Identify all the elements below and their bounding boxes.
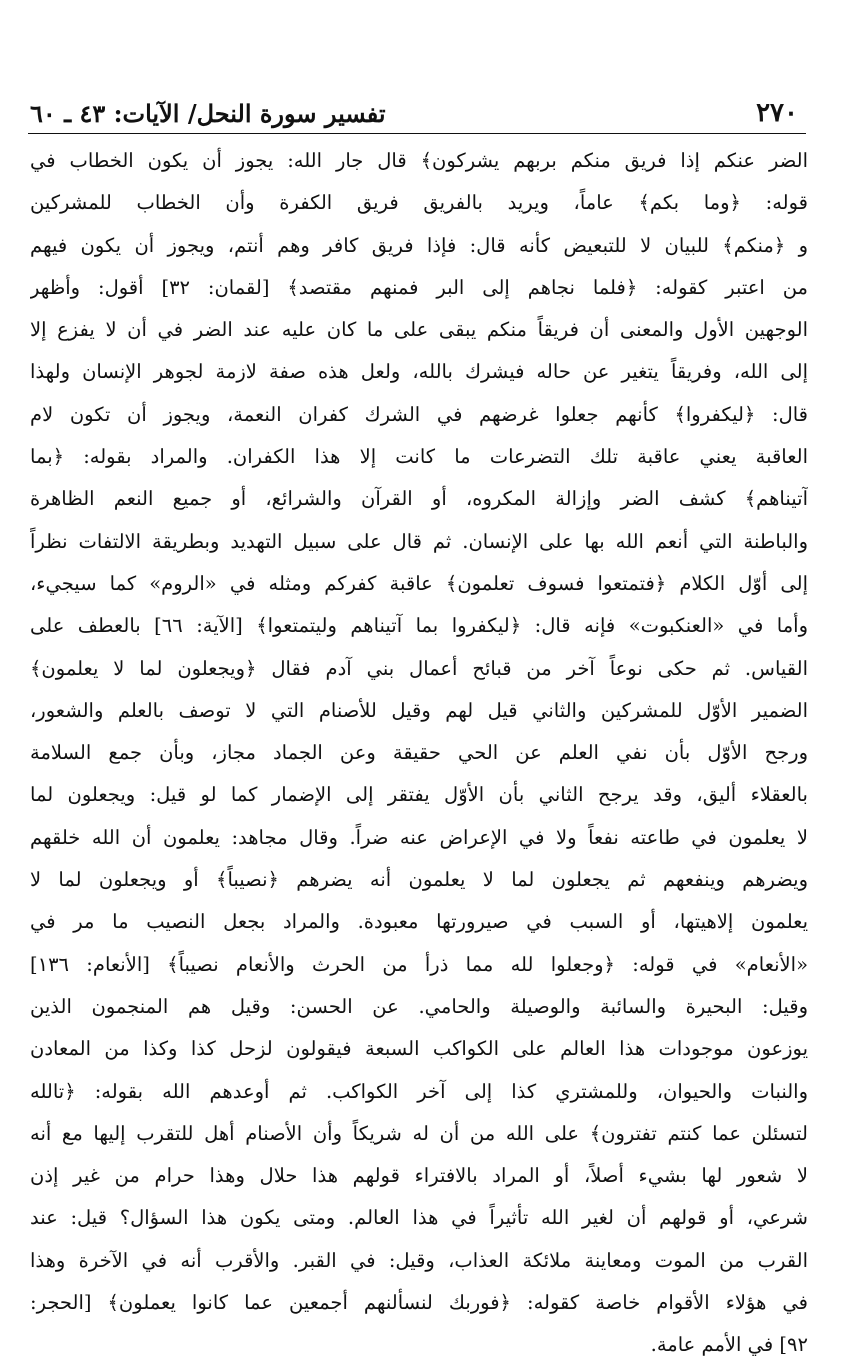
- text-line: قوله: ﴿وما بكم﴾ عاماً، ويريد بالفريق فريق الكفرة وأن الخطاب للمشركين: [30, 191, 808, 215]
- text-line: والنبات والحيوان، وللمشتري كذا إلى آخر الكواكب. ثم أوعدهم الله بقوله: ﴿تالله: [30, 1079, 808, 1103]
- text-line: آتيناهم﴾ كشف الضر وإزالة المكروه، أو القرآن والشرائع، أو جميع النعم الظاهرة: [30, 487, 808, 511]
- text-line: لتسئلن عما كنتم تفترون﴾ على الله من أن له شريكاً وأن الأصنام أهل للتقرب إليها مع أنه: [30, 1121, 808, 1145]
- text-line: وقيل: البحيرة والسائبة والوصيلة والحامي. عن الحسن: وقيل هم المنجمون الذين: [30, 994, 808, 1018]
- text-line: ويضرهم وينفعهم ثم يجعلون لما لا يعلمون أنه يضرهم ﴿نصيباً﴾ أو ويجعلون لما لا: [30, 868, 808, 892]
- text-line: «الأنعام» في قوله: ﴿وجعلوا لله مما ذرأ من الحرث والأنعام نصيباً﴾ [الأنعام: ١٣٦]: [30, 952, 808, 976]
- text-line: و ﴿منكم﴾ للبيان لا للتبعيض كأنه قال: فإذا فريق كافر وهم أنتم، ويجوز أن يكون فيهم: [30, 233, 808, 257]
- body-text: [30, 140, 808, 1367]
- text-line: من اعتبر كقوله: ﴿فلما نجاهم إلى البر فمنهم مقتصد﴾ [لقمان: ٣٢] أقول: وأظهر: [30, 275, 808, 299]
- text-line: والباطنة التي أنعم الله بها على الإنسان. ثم قال على سبيل التهديد وبطريقة الالتفات نظراً: [30, 529, 808, 553]
- running-title: تفسير سورة النحل/ الآيات: ٤٣ ـ ٦٠: [30, 99, 386, 128]
- text-line: الوجهين الأول والمعنى أن فريقاً منكم يبقى على ما كان عليه عند الضر في أن لا يفزع إلا: [30, 318, 808, 342]
- text-line: إلى الله، وفريقاً يتغير عن حاله فيشرك بالله، ولعل هذه صفة لازمة لجوهر الإنسان ولهذا: [30, 360, 808, 384]
- page-header: [30, 92, 798, 128]
- text-line: شرعي، أو قولهم أن لغير الله تأثيراً في هذا العالم. ومتى يكون هذا السؤال؟ قيل: عند: [30, 1206, 808, 1230]
- text-line: الضر عنكم إذا فريق منكم بربهم يشركون﴾ قال جار الله: يجوز أن يكون الخطاب في: [30, 149, 808, 172]
- text-line: في هؤلاء الأقوام خاصة كقوله: ﴿فوربك لنسألنهم أجمعين عما كانوا يعملون﴾ [الحجر:: [30, 1291, 808, 1315]
- text-line: ٩٢] في الأمم عامة.: [650, 1333, 808, 1357]
- text-line: لا يعلمون في طاعته نفعاً ولا في الإعراض عنه ضراً. وقال مجاهد: يعلمون أن الله خلقهم: [30, 825, 808, 849]
- text-line: يوزعون موجودات هذا العالم على الكواكب السبعة فيقولون لزحل كذا وكذا من المعادن: [30, 1037, 808, 1061]
- text-line: قال: ﴿ليكفروا﴾ كأنهم جعلوا غرضهم في الشرك كفران النعمة، ويجوز أن تكون لام: [30, 402, 808, 426]
- text-line: يعلمون إلاهيتها، أو السبب في صيرورتها معبودة. والمراد بجعل النصيب ما مر في: [30, 910, 808, 934]
- text-line: إلى أوّل الكلام ﴿فتمتعوا فسوف تعلمون﴾ عاقبة كفركم ومثله في «الروم» كما سيجيء،: [30, 571, 808, 595]
- page-number: ٢٧٠: [756, 98, 798, 128]
- text-line: لا شعور لها بشيء أصلاً، أو المراد بالافتراء قولهم هذا حلال وهذا حرام من غير إذن: [30, 1164, 808, 1188]
- text-line: الضمير الأوّل للمشركين والثاني قيل لهم وقيل للأصنام التي لا توصف بالعلم والشعور،: [30, 698, 808, 722]
- header-rule: [28, 133, 806, 134]
- text-line: العاقبة يعني عاقبة تلك التضرعات ما كانت إلا هذا الكفران. والمراد بقوله: ﴿بما: [30, 445, 808, 469]
- text-line: بالعقلاء أليق، وقد يرجح الثاني بأن الأوّل يفتقر إلى الإضمار كما لو قيل: ويجعلون لما: [30, 783, 808, 807]
- text-line: وأما في «العنكبوت» فإنه قال: ﴿ليكفروا بما آتيناهم وليتمتعوا﴾ [الآية: ٦٦] بالعطف على: [30, 614, 808, 638]
- text-line: القياس. ثم حكى نوعاً آخر من قبائح أعمال بني آدم فقال ﴿ويجعلون لما لا يعلمون﴾: [30, 656, 808, 680]
- text-line: ورجح الأوّل بأن نفي العلم عن الحي حقيقة وعن الجماد مجاز، وبأن جمع السلامة: [30, 741, 808, 765]
- text-line: القرب من الموت ومعاينة ملائكة العذاب، وقيل: في القبر. والأقرب أنه في الآخرة وهذا: [30, 1248, 808, 1272]
